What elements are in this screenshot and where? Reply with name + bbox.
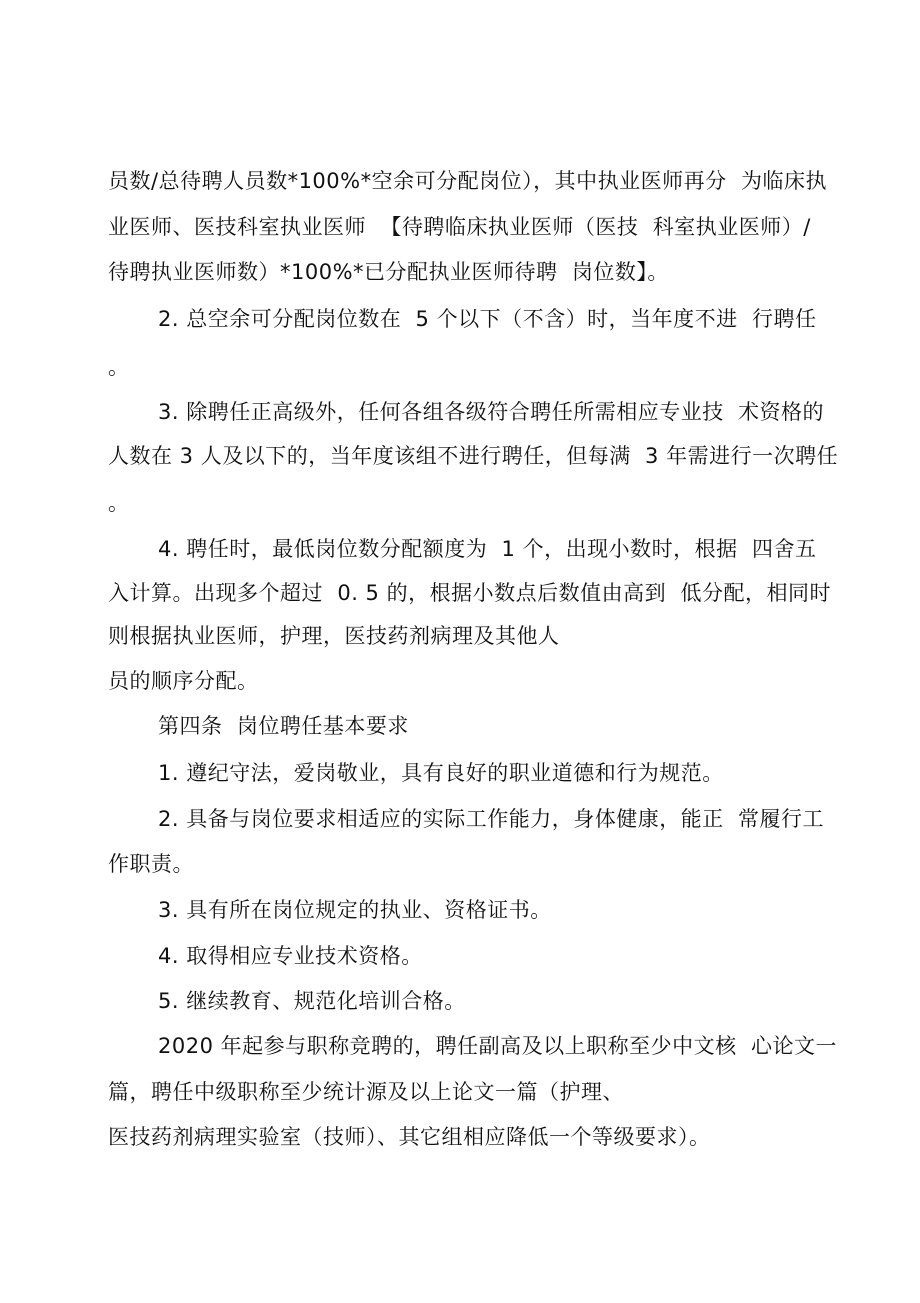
final-paragraph-line-2: 篇，聘任中级职称至少统计源及以上论文一篇（护理、 [108,1080,624,1104]
requirement-2-line-1: 2. 具备与岗位要求相适应的实际工作能力，身体健康，能正 常履行工 [158,807,825,831]
item-3-line-3: 。 [108,491,130,515]
paragraph-1-line-3: 待聘执业医师数）*100%*已分配执业医师待聘 岗位数】。 [108,260,669,284]
requirement-3: 3. 具有所在岗位规定的执业、资格证书。 [158,898,552,922]
item-2-line-1: 2. 总空余可分配岗位数在 5 个以下（不含）时，当年度不进 行聘任 [158,307,817,331]
item-2-line-2: 。 [108,355,130,379]
requirement-5: 5. 继续教育、规范化培训合格。 [158,989,466,1013]
final-paragraph-line-1: 2020 年起参与职称竞聘的，聘任副高及以上职称至少中文核 心论文一 [158,1034,837,1058]
item-3-line-1: 3. 除聘任正高级外，任何各组各级符合聘任所需相应专业技 术资格的 [158,400,825,424]
item-4-line-4: 员的顺序分配。 [108,669,259,693]
paragraph-1-line-2: 业医师、医技科室执业医师 【待聘临床执业医师（医技 科室执业医师）/ [108,215,811,239]
item-4-line-3: 则根据执业医师，护理，医技药剂病理及其他人 [108,624,560,648]
item-3-line-2: 人数在 3 人及以下的，当年度该组不进行聘任，但每满 3 年需进行一次聘任 [108,444,839,468]
item-4-line-2: 入计算。出现多个超过 0. 5 的，根据小数点后数值由高到 低分配，相同时 [108,581,831,605]
article-4-heading: 第四条 岗位聘任基本要求 [158,714,409,738]
requirement-2-line-2: 作职责。 [108,852,194,876]
requirement-4: 4. 取得相应专业技术资格。 [158,944,423,968]
item-4-line-1: 4. 聘任时，最低岗位数分配额度为 1 个，出现小数时，根据 四舍五 [158,537,817,561]
final-paragraph-line-3: 医技药剂病理实验室（技师）、其它组相应降低一个等级要求）。 [108,1125,711,1149]
paragraph-1-line-1: 员数/总待聘人员数*100%*空余可分配岗位），其中执业医师再分 为临床执 [108,169,827,193]
requirement-1: 1. 遵纪守法，爱岗敬业，具有良好的职业道德和行为规范。 [158,761,724,785]
